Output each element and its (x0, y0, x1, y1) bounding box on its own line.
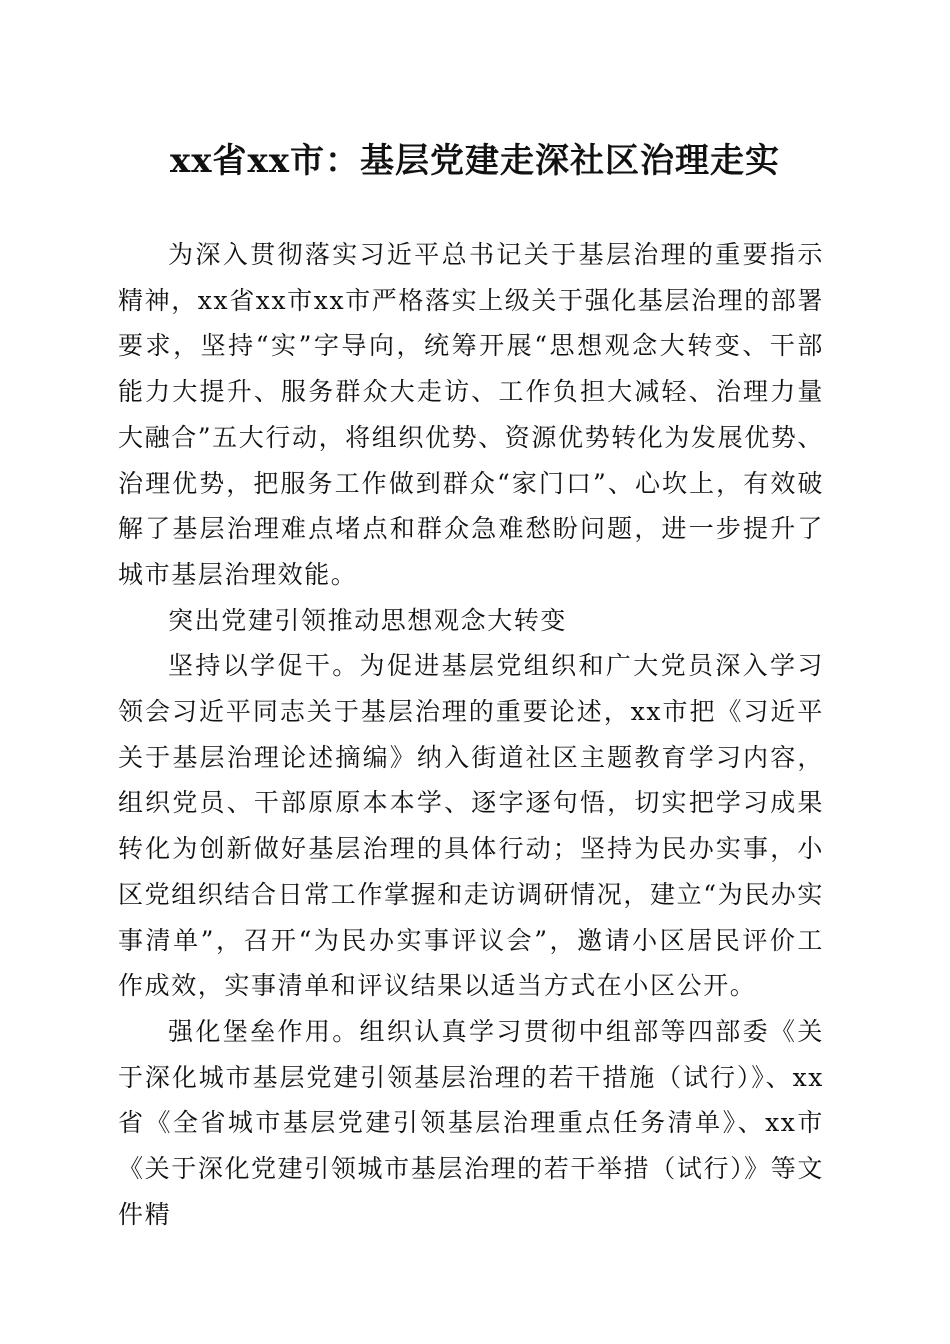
body-paragraph: 坚持以学促干。为促进基层党组织和广大党员深入学习领会习近平同志关于基层治理的重要论述，xx市把《习近平关于基层治理论述摘编》纳入街道社区主题教育学习内容，组织党员、干部原原本本学、逐字逐句悟，切实把学习成果转化为创新做好基层治理的具体行动；坚持为民办实事，小区党组织结合日常工作掌握和走访调研情况，建立“为民办实事清单”，召开“为民办实事评议会”，邀请小区居民评价工作成效，实事清单和评议结果以适当方式在小区公开。 (118, 651, 824, 1001)
intro-paragraph: 为深入贯彻落实习近平总书记关于基层治理的重要指示精神，xx省xx市xx市严格落实上级关于强化基层治理的部署要求，坚持“实”字导向，统筹开展“思想观念大转变、干部能力大提升、服务群众大走访、工作负担大减轻、治理力量大融合”五大行动，将组织优势、资源优势转化为发展优势、治理优势，把服务工作做到群众“家门口”、心坎上，有效破解了基层治理难点堵点和群众急难愁盼问题，进一步提升了城市基层治理效能。 (118, 240, 824, 589)
body-paragraph: 强化堡垒作用。组织认真学习贯彻中组部等四部委《关于深化城市基层党建引领基层治理的若干措施（试行）》、xx省《全省城市基层党建引领基层治理重点任务清单》、xx市《关于深化党建引领城市基层治理的若干举措（试行）》等文件精 (118, 1016, 824, 1229)
section-heading: 突出党建引领推动思想观念大转变 (168, 605, 568, 635)
document-body (118, 232, 824, 1237)
document-title: xx省xx市：基层党建走深社区治理走实 (169, 141, 781, 181)
